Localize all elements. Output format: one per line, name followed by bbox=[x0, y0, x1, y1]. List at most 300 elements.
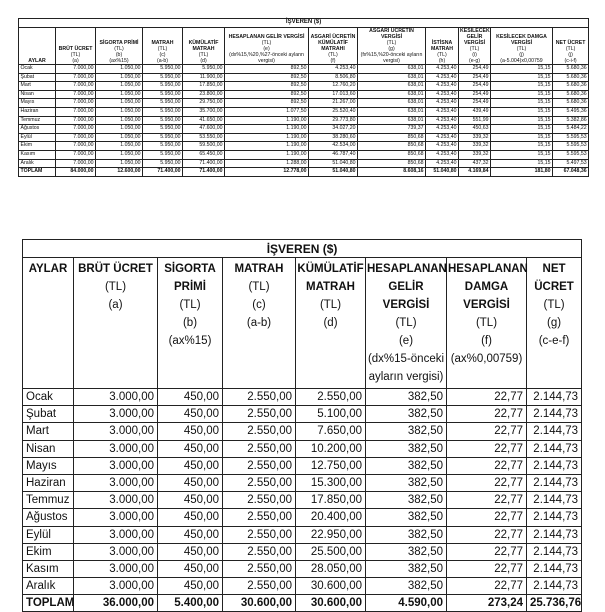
value-cell: 22,77 bbox=[447, 560, 527, 577]
table-row bbox=[23, 526, 582, 543]
column-header-code: (e) bbox=[398, 335, 414, 347]
value-cell: 850,68 bbox=[358, 150, 426, 159]
value-cell: 7.000,00 bbox=[56, 142, 96, 151]
value-cell: 38.280,60 bbox=[309, 133, 358, 142]
column-header-code: (f) bbox=[481, 335, 492, 347]
column-header-name: MATRAH bbox=[234, 263, 284, 275]
value-cell: 15,15 bbox=[491, 142, 553, 151]
value-cell: 2.550,00 bbox=[296, 389, 366, 406]
column-header bbox=[553, 28, 589, 65]
value-cell: 4.253,40 bbox=[426, 90, 459, 99]
month-cell: Kasım bbox=[23, 560, 74, 577]
table-row bbox=[19, 82, 589, 91]
value-cell: 5.100,00 bbox=[296, 406, 366, 423]
value-cell: 5.595,53 bbox=[553, 150, 589, 159]
value-cell: 7.000,00 bbox=[56, 116, 96, 125]
column-header-name: AYLAR bbox=[28, 263, 68, 275]
table-row bbox=[23, 423, 582, 440]
column-header-unit: (TL) bbox=[395, 317, 417, 329]
column-header-unit: (TL) bbox=[157, 46, 168, 52]
column-header-code: (a) bbox=[108, 299, 123, 311]
bottom-table-header-row bbox=[23, 258, 582, 389]
value-cell: 2.550,00 bbox=[223, 474, 296, 491]
value-cell: 53.550,00 bbox=[183, 133, 225, 142]
column-header-unit: (TL) bbox=[543, 299, 565, 311]
table-row bbox=[23, 578, 582, 595]
column-header-name: KESİLECEK GELİR VERGİSİ bbox=[460, 28, 490, 46]
value-cell: 339,32 bbox=[459, 150, 491, 159]
month-cell: Şubat bbox=[23, 406, 74, 423]
value-cell: 1.050,00 bbox=[96, 133, 143, 142]
value-cell: 254,49 bbox=[459, 82, 491, 91]
value-cell: 25.500,00 bbox=[296, 543, 366, 560]
value-cell: 5.950,00 bbox=[143, 159, 183, 168]
column-header-code: (j) bbox=[568, 52, 573, 58]
value-cell: 71.400,00 bbox=[183, 159, 225, 168]
column-header bbox=[223, 258, 296, 389]
value-cell: 2.144,73 bbox=[527, 578, 582, 595]
value-cell: 15,15 bbox=[491, 125, 553, 134]
value-cell: 739,37 bbox=[358, 125, 426, 134]
table-row bbox=[23, 543, 582, 560]
value-cell: 17.013,60 bbox=[309, 90, 358, 99]
column-header-name: KÜMÜLATİF MATRAH bbox=[188, 40, 219, 52]
column-header bbox=[19, 28, 56, 65]
table-row bbox=[19, 73, 589, 82]
value-cell: 3.000,00 bbox=[74, 389, 158, 406]
column-header-formula: (e-g) bbox=[469, 58, 480, 64]
column-header bbox=[309, 28, 358, 65]
column-header bbox=[143, 28, 183, 65]
value-cell: 850,68 bbox=[358, 133, 426, 142]
value-cell: 12.760,20 bbox=[309, 82, 358, 91]
column-header-name: KESİLECEK DAMGA VERGİSİ bbox=[496, 34, 547, 46]
column-header-formula: (c-i-f) bbox=[564, 58, 577, 64]
column-header-name: İSTİSNA MATRAH bbox=[430, 40, 454, 52]
column-header-code: (b) bbox=[115, 52, 123, 58]
value-cell: 2.144,73 bbox=[527, 526, 582, 543]
value-cell: 382,50 bbox=[366, 509, 447, 526]
total-cell: 51.040,80 bbox=[426, 168, 459, 177]
value-cell: 3.000,00 bbox=[74, 423, 158, 440]
bottom-table-body bbox=[23, 389, 582, 612]
column-header bbox=[56, 28, 96, 65]
value-cell: 22,77 bbox=[447, 509, 527, 526]
value-cell: 254,49 bbox=[459, 65, 491, 74]
value-cell: 2.144,73 bbox=[527, 406, 582, 423]
value-cell: 1.050,00 bbox=[96, 107, 143, 116]
value-cell: 5.595,53 bbox=[553, 142, 589, 151]
column-header-formula: (ax%0,00759) bbox=[450, 353, 523, 365]
column-header-code: (j) bbox=[519, 52, 524, 58]
column-header-unit: (TL) bbox=[261, 40, 272, 46]
total-cell: 4.169,84 bbox=[459, 168, 491, 177]
value-cell: 3.000,00 bbox=[74, 526, 158, 543]
value-cell: 2.144,73 bbox=[527, 509, 582, 526]
value-cell: 1.077,50 bbox=[225, 107, 309, 116]
value-cell: 7.000,00 bbox=[56, 133, 96, 142]
value-cell: 254,49 bbox=[459, 99, 491, 108]
value-cell: 2.550,00 bbox=[223, 543, 296, 560]
value-cell: 3.000,00 bbox=[74, 406, 158, 423]
value-cell: 65.450,00 bbox=[183, 150, 225, 159]
value-cell: 5.950,00 bbox=[143, 73, 183, 82]
value-cell: 450,00 bbox=[158, 440, 223, 457]
month-cell: Mart bbox=[19, 82, 56, 91]
column-header bbox=[158, 258, 223, 389]
value-cell: 4.253,40 bbox=[426, 107, 459, 116]
value-cell: 1.050,00 bbox=[96, 73, 143, 82]
table-row bbox=[19, 159, 589, 168]
value-cell: 15,15 bbox=[491, 133, 553, 142]
value-cell: 450,00 bbox=[158, 457, 223, 474]
table-row bbox=[19, 107, 589, 116]
total-cell: 84.000,00 bbox=[56, 168, 96, 177]
value-cell: 5.950,00 bbox=[143, 82, 183, 91]
column-header-formula: (c-e-f) bbox=[538, 335, 570, 347]
value-cell: 892,50 bbox=[225, 99, 309, 108]
month-cell: Mayıs bbox=[19, 99, 56, 108]
table-row bbox=[19, 116, 589, 125]
top-payroll-table bbox=[18, 18, 589, 177]
column-header-name: BRÜT ÜCRET bbox=[58, 46, 93, 52]
value-cell: 1.050,00 bbox=[96, 90, 143, 99]
table-row bbox=[19, 150, 589, 159]
value-cell: 10.200,00 bbox=[296, 440, 366, 457]
value-cell: 638,01 bbox=[358, 99, 426, 108]
month-cell: Ekim bbox=[19, 142, 56, 151]
value-cell: 3.000,00 bbox=[74, 509, 158, 526]
value-cell: 450,00 bbox=[158, 423, 223, 440]
value-cell: 5.680,36 bbox=[553, 99, 589, 108]
value-cell: 5.950,00 bbox=[143, 133, 183, 142]
value-cell: 23.800,00 bbox=[183, 90, 225, 99]
value-cell: 5.950,00 bbox=[143, 65, 183, 74]
value-cell: 1.050,00 bbox=[96, 150, 143, 159]
column-header-formula: (a-b) bbox=[246, 317, 272, 329]
value-cell: 11.900,00 bbox=[183, 73, 225, 82]
value-cell: 339,32 bbox=[459, 142, 491, 151]
value-cell: 3.000,00 bbox=[74, 474, 158, 491]
value-cell: 382,50 bbox=[366, 406, 447, 423]
value-cell: 25.520,40 bbox=[309, 107, 358, 116]
value-cell: 450,00 bbox=[158, 474, 223, 491]
table-row bbox=[23, 440, 582, 457]
value-cell: 2.144,73 bbox=[527, 389, 582, 406]
total-cell: 273,24 bbox=[447, 595, 527, 612]
value-cell: 450,00 bbox=[158, 509, 223, 526]
bottom-payroll-table bbox=[22, 239, 582, 612]
table-row bbox=[23, 457, 582, 474]
value-cell: 34.027,20 bbox=[309, 125, 358, 134]
total-cell: 30.600,00 bbox=[223, 595, 296, 612]
value-cell: 2.550,00 bbox=[223, 457, 296, 474]
value-cell: 5.950,00 bbox=[143, 116, 183, 125]
value-cell: 7.000,00 bbox=[56, 159, 96, 168]
value-cell: 382,50 bbox=[366, 423, 447, 440]
value-cell: 4.253,40 bbox=[309, 65, 358, 74]
table-row bbox=[19, 133, 589, 142]
column-header-name: BRÜT ÜCRET bbox=[78, 263, 153, 275]
value-cell: 2.144,73 bbox=[527, 560, 582, 577]
value-cell: 850,68 bbox=[358, 142, 426, 151]
value-cell: 382,50 bbox=[366, 560, 447, 577]
value-cell: 2.550,00 bbox=[223, 526, 296, 543]
column-header bbox=[74, 258, 158, 389]
value-cell: 28.050,00 bbox=[296, 560, 366, 577]
value-cell: 22,77 bbox=[447, 423, 527, 440]
column-header-unit: (TL) bbox=[198, 52, 209, 58]
value-cell: 15,15 bbox=[491, 65, 553, 74]
total-cell: 4.590,00 bbox=[366, 595, 447, 612]
value-cell: 437,32 bbox=[459, 159, 491, 168]
month-cell: Ağustos bbox=[23, 509, 74, 526]
value-cell: 5.495,36 bbox=[553, 107, 589, 116]
value-cell: 5.680,36 bbox=[553, 90, 589, 99]
value-cell: 4.253,40 bbox=[426, 73, 459, 82]
column-header-code: (f) bbox=[330, 58, 336, 64]
column-header-unit: (TL) bbox=[319, 299, 342, 311]
value-cell: 22,77 bbox=[447, 474, 527, 491]
value-cell: 4.253,40 bbox=[426, 150, 459, 159]
value-cell: 4.253,40 bbox=[426, 116, 459, 125]
month-cell: Nisan bbox=[19, 90, 56, 99]
value-cell: 15,15 bbox=[491, 107, 553, 116]
value-cell: 551,99 bbox=[459, 116, 491, 125]
table-row bbox=[23, 509, 582, 526]
value-cell: 2.144,73 bbox=[527, 474, 582, 491]
column-header-code: (i) bbox=[472, 52, 477, 58]
value-cell: 7.650,00 bbox=[296, 423, 366, 440]
value-cell: 22,77 bbox=[447, 389, 527, 406]
column-header-unit: (TL) bbox=[104, 281, 127, 293]
table-row bbox=[23, 406, 582, 423]
value-cell: 3.000,00 bbox=[74, 543, 158, 560]
value-cell: 5.680,36 bbox=[553, 73, 589, 82]
value-cell: 22,77 bbox=[447, 492, 527, 509]
column-header-unit: (TL) bbox=[437, 52, 447, 58]
value-cell: 41.650,00 bbox=[183, 116, 225, 125]
value-cell: 15,15 bbox=[491, 159, 553, 168]
value-cell: 22,77 bbox=[447, 457, 527, 474]
column-header-code: (c) bbox=[252, 299, 266, 311]
value-cell: 5.950,00 bbox=[143, 90, 183, 99]
column-header bbox=[426, 28, 459, 65]
value-cell: 1.050,00 bbox=[96, 159, 143, 168]
month-cell: Şubat bbox=[19, 73, 56, 82]
value-cell: 5.680,36 bbox=[553, 65, 589, 74]
value-cell: 4.253,40 bbox=[426, 142, 459, 151]
column-header-code: (d) bbox=[323, 317, 338, 329]
value-cell: 1.050,00 bbox=[96, 99, 143, 108]
column-header bbox=[358, 28, 426, 65]
column-header-unit: (TL) bbox=[328, 52, 338, 58]
value-cell: 382,50 bbox=[366, 457, 447, 474]
month-cell: Ocak bbox=[23, 389, 74, 406]
value-cell: 638,01 bbox=[358, 90, 426, 99]
value-cell: 1.190,00 bbox=[225, 142, 309, 151]
value-cell: 7.000,00 bbox=[56, 107, 96, 116]
column-header-formula: (ax%15) bbox=[168, 335, 212, 347]
total-label: TOPLAM bbox=[23, 595, 74, 612]
table-row bbox=[23, 560, 582, 577]
column-header-unit: (TL) bbox=[565, 46, 576, 52]
value-cell: 5.950,00 bbox=[143, 150, 183, 159]
value-cell: 1.050,00 bbox=[96, 65, 143, 74]
top-table-title: İŞVEREN ($) bbox=[19, 19, 589, 28]
value-cell: 1.190,00 bbox=[225, 133, 309, 142]
column-header-name: NET ÜCRET bbox=[534, 263, 574, 293]
table-row bbox=[23, 389, 582, 406]
value-cell: 4.253,40 bbox=[426, 159, 459, 168]
value-cell: 382,50 bbox=[366, 543, 447, 560]
column-header bbox=[459, 28, 491, 65]
month-cell: Haziran bbox=[23, 474, 74, 491]
value-cell: 450,00 bbox=[158, 492, 223, 509]
value-cell: 450,63 bbox=[459, 125, 491, 134]
column-header-unit: (TL) bbox=[248, 281, 270, 293]
month-cell: Mayıs bbox=[23, 457, 74, 474]
column-header-code: (h) bbox=[438, 58, 446, 64]
value-cell: 2.144,73 bbox=[527, 457, 582, 474]
column-header-code: (d) bbox=[200, 58, 207, 64]
value-cell: 3.000,00 bbox=[74, 560, 158, 577]
value-cell: 21.267,00 bbox=[309, 99, 358, 108]
bottom-table-title: İŞVEREN ($) bbox=[23, 240, 582, 258]
value-cell: 22.950,00 bbox=[296, 526, 366, 543]
value-cell: 450,00 bbox=[158, 526, 223, 543]
column-header bbox=[491, 28, 553, 65]
value-cell: 5.382,86 bbox=[553, 116, 589, 125]
column-header-formula: (a-b) bbox=[157, 58, 168, 64]
month-cell: Ağustos bbox=[19, 125, 56, 134]
value-cell: 29.773,80 bbox=[309, 116, 358, 125]
value-cell: 382,50 bbox=[366, 526, 447, 543]
column-header-name: KÜMÜLATİF MATRAH bbox=[297, 263, 364, 293]
value-cell: 1.190,00 bbox=[225, 125, 309, 134]
value-cell: 450,00 bbox=[158, 543, 223, 560]
column-header-unit: (TL) bbox=[70, 52, 81, 58]
value-cell: 7.000,00 bbox=[56, 99, 96, 108]
value-cell: 892,50 bbox=[225, 90, 309, 99]
column-header bbox=[225, 28, 309, 65]
value-cell: 1.050,00 bbox=[96, 116, 143, 125]
column-header-unit: (TL) bbox=[386, 40, 397, 46]
value-cell: 638,01 bbox=[358, 116, 426, 125]
value-cell: 1.190,00 bbox=[225, 116, 309, 125]
column-header-name: AYLAR bbox=[28, 58, 46, 64]
column-header-formula: (dx%15-önceki ayların vergisi) bbox=[367, 353, 445, 383]
value-cell: 5.950,00 bbox=[183, 65, 225, 74]
column-header-name: HESAPLANAN GELİR VERGİSİ bbox=[228, 34, 305, 40]
month-cell: Ocak bbox=[19, 65, 56, 74]
value-cell: 47.600,00 bbox=[183, 125, 225, 134]
total-cell: 181,80 bbox=[491, 168, 553, 177]
column-header-name: ASGARİ ÜCRETİN VERGİSİ bbox=[369, 28, 414, 40]
top-table-header-row bbox=[19, 28, 589, 65]
value-cell: 2.550,00 bbox=[223, 560, 296, 577]
value-cell: 8.506,80 bbox=[309, 73, 358, 82]
value-cell: 450,00 bbox=[158, 389, 223, 406]
value-cell: 339,32 bbox=[459, 133, 491, 142]
column-header bbox=[447, 258, 527, 389]
value-cell: 382,50 bbox=[366, 474, 447, 491]
value-cell: 382,50 bbox=[366, 389, 447, 406]
value-cell: 15,15 bbox=[491, 73, 553, 82]
value-cell: 3.000,00 bbox=[74, 492, 158, 509]
value-cell: 22,77 bbox=[447, 406, 527, 423]
value-cell: 382,50 bbox=[366, 578, 447, 595]
value-cell: 450,00 bbox=[158, 560, 223, 577]
value-cell: 22,77 bbox=[447, 578, 527, 595]
value-cell: 3.000,00 bbox=[74, 457, 158, 474]
value-cell: 7.000,00 bbox=[56, 150, 96, 159]
column-header-code: (e) bbox=[263, 46, 270, 52]
value-cell: 892,50 bbox=[225, 73, 309, 82]
value-cell: 15,15 bbox=[491, 116, 553, 125]
column-header-code: (a) bbox=[72, 58, 79, 64]
column-header-formula: (dx%15,%20,%27-önceki aylann vergisi) bbox=[229, 52, 304, 64]
total-cell: 5.400,00 bbox=[158, 595, 223, 612]
value-cell: 2.550,00 bbox=[223, 406, 296, 423]
value-cell: 450,00 bbox=[158, 406, 223, 423]
value-cell: 5.950,00 bbox=[143, 107, 183, 116]
value-cell: 850,68 bbox=[358, 159, 426, 168]
table-row bbox=[19, 65, 589, 74]
value-cell: 2.144,73 bbox=[527, 423, 582, 440]
value-cell: 15,15 bbox=[491, 150, 553, 159]
value-cell: 2.144,73 bbox=[527, 440, 582, 457]
value-cell: 46.787,40 bbox=[309, 150, 358, 159]
column-header bbox=[96, 28, 143, 65]
total-cell: 71.400,00 bbox=[143, 168, 183, 177]
value-cell: 382,50 bbox=[366, 492, 447, 509]
value-cell: 4.253,40 bbox=[426, 133, 459, 142]
value-cell: 29.750,00 bbox=[183, 99, 225, 108]
column-header-name: HESAPLANAN DAMGA VERGİSİ bbox=[448, 263, 528, 311]
total-row bbox=[19, 168, 589, 177]
table-row bbox=[19, 142, 589, 151]
total-cell: 71.400,00 bbox=[183, 168, 225, 177]
value-cell: 638,01 bbox=[358, 65, 426, 74]
value-cell: 2.550,00 bbox=[223, 492, 296, 509]
table-row bbox=[23, 474, 582, 491]
value-cell: 1.288,00 bbox=[225, 159, 309, 168]
value-cell: 382,50 bbox=[366, 440, 447, 457]
month-cell: Aralık bbox=[19, 159, 56, 168]
value-cell: 42.534,00 bbox=[309, 142, 358, 151]
value-cell: 254,49 bbox=[459, 73, 491, 82]
value-cell: 2.550,00 bbox=[223, 389, 296, 406]
value-cell: 1.190,00 bbox=[225, 150, 309, 159]
value-cell: 7.000,00 bbox=[56, 90, 96, 99]
value-cell: 35.700,00 bbox=[183, 107, 225, 116]
column-header-formula: (ax%15) bbox=[109, 58, 129, 64]
column-header-name: SİGORTA PRİMİ bbox=[164, 263, 216, 293]
value-cell: 5.950,00 bbox=[143, 99, 183, 108]
value-cell: 7.000,00 bbox=[56, 65, 96, 74]
month-cell: Temmuz bbox=[19, 116, 56, 125]
value-cell: 7.000,00 bbox=[56, 82, 96, 91]
value-cell: 254,49 bbox=[459, 90, 491, 99]
column-header-unit: (TL) bbox=[475, 317, 498, 329]
month-cell: Temmuz bbox=[23, 492, 74, 509]
column-header-formula: (a-5.004)x0,00759 bbox=[500, 58, 543, 64]
total-cell: 8.608,16 bbox=[358, 168, 426, 177]
value-cell: 2.550,00 bbox=[223, 578, 296, 595]
value-cell: 5.950,00 bbox=[143, 142, 183, 151]
value-cell: 1.050,00 bbox=[96, 125, 143, 134]
